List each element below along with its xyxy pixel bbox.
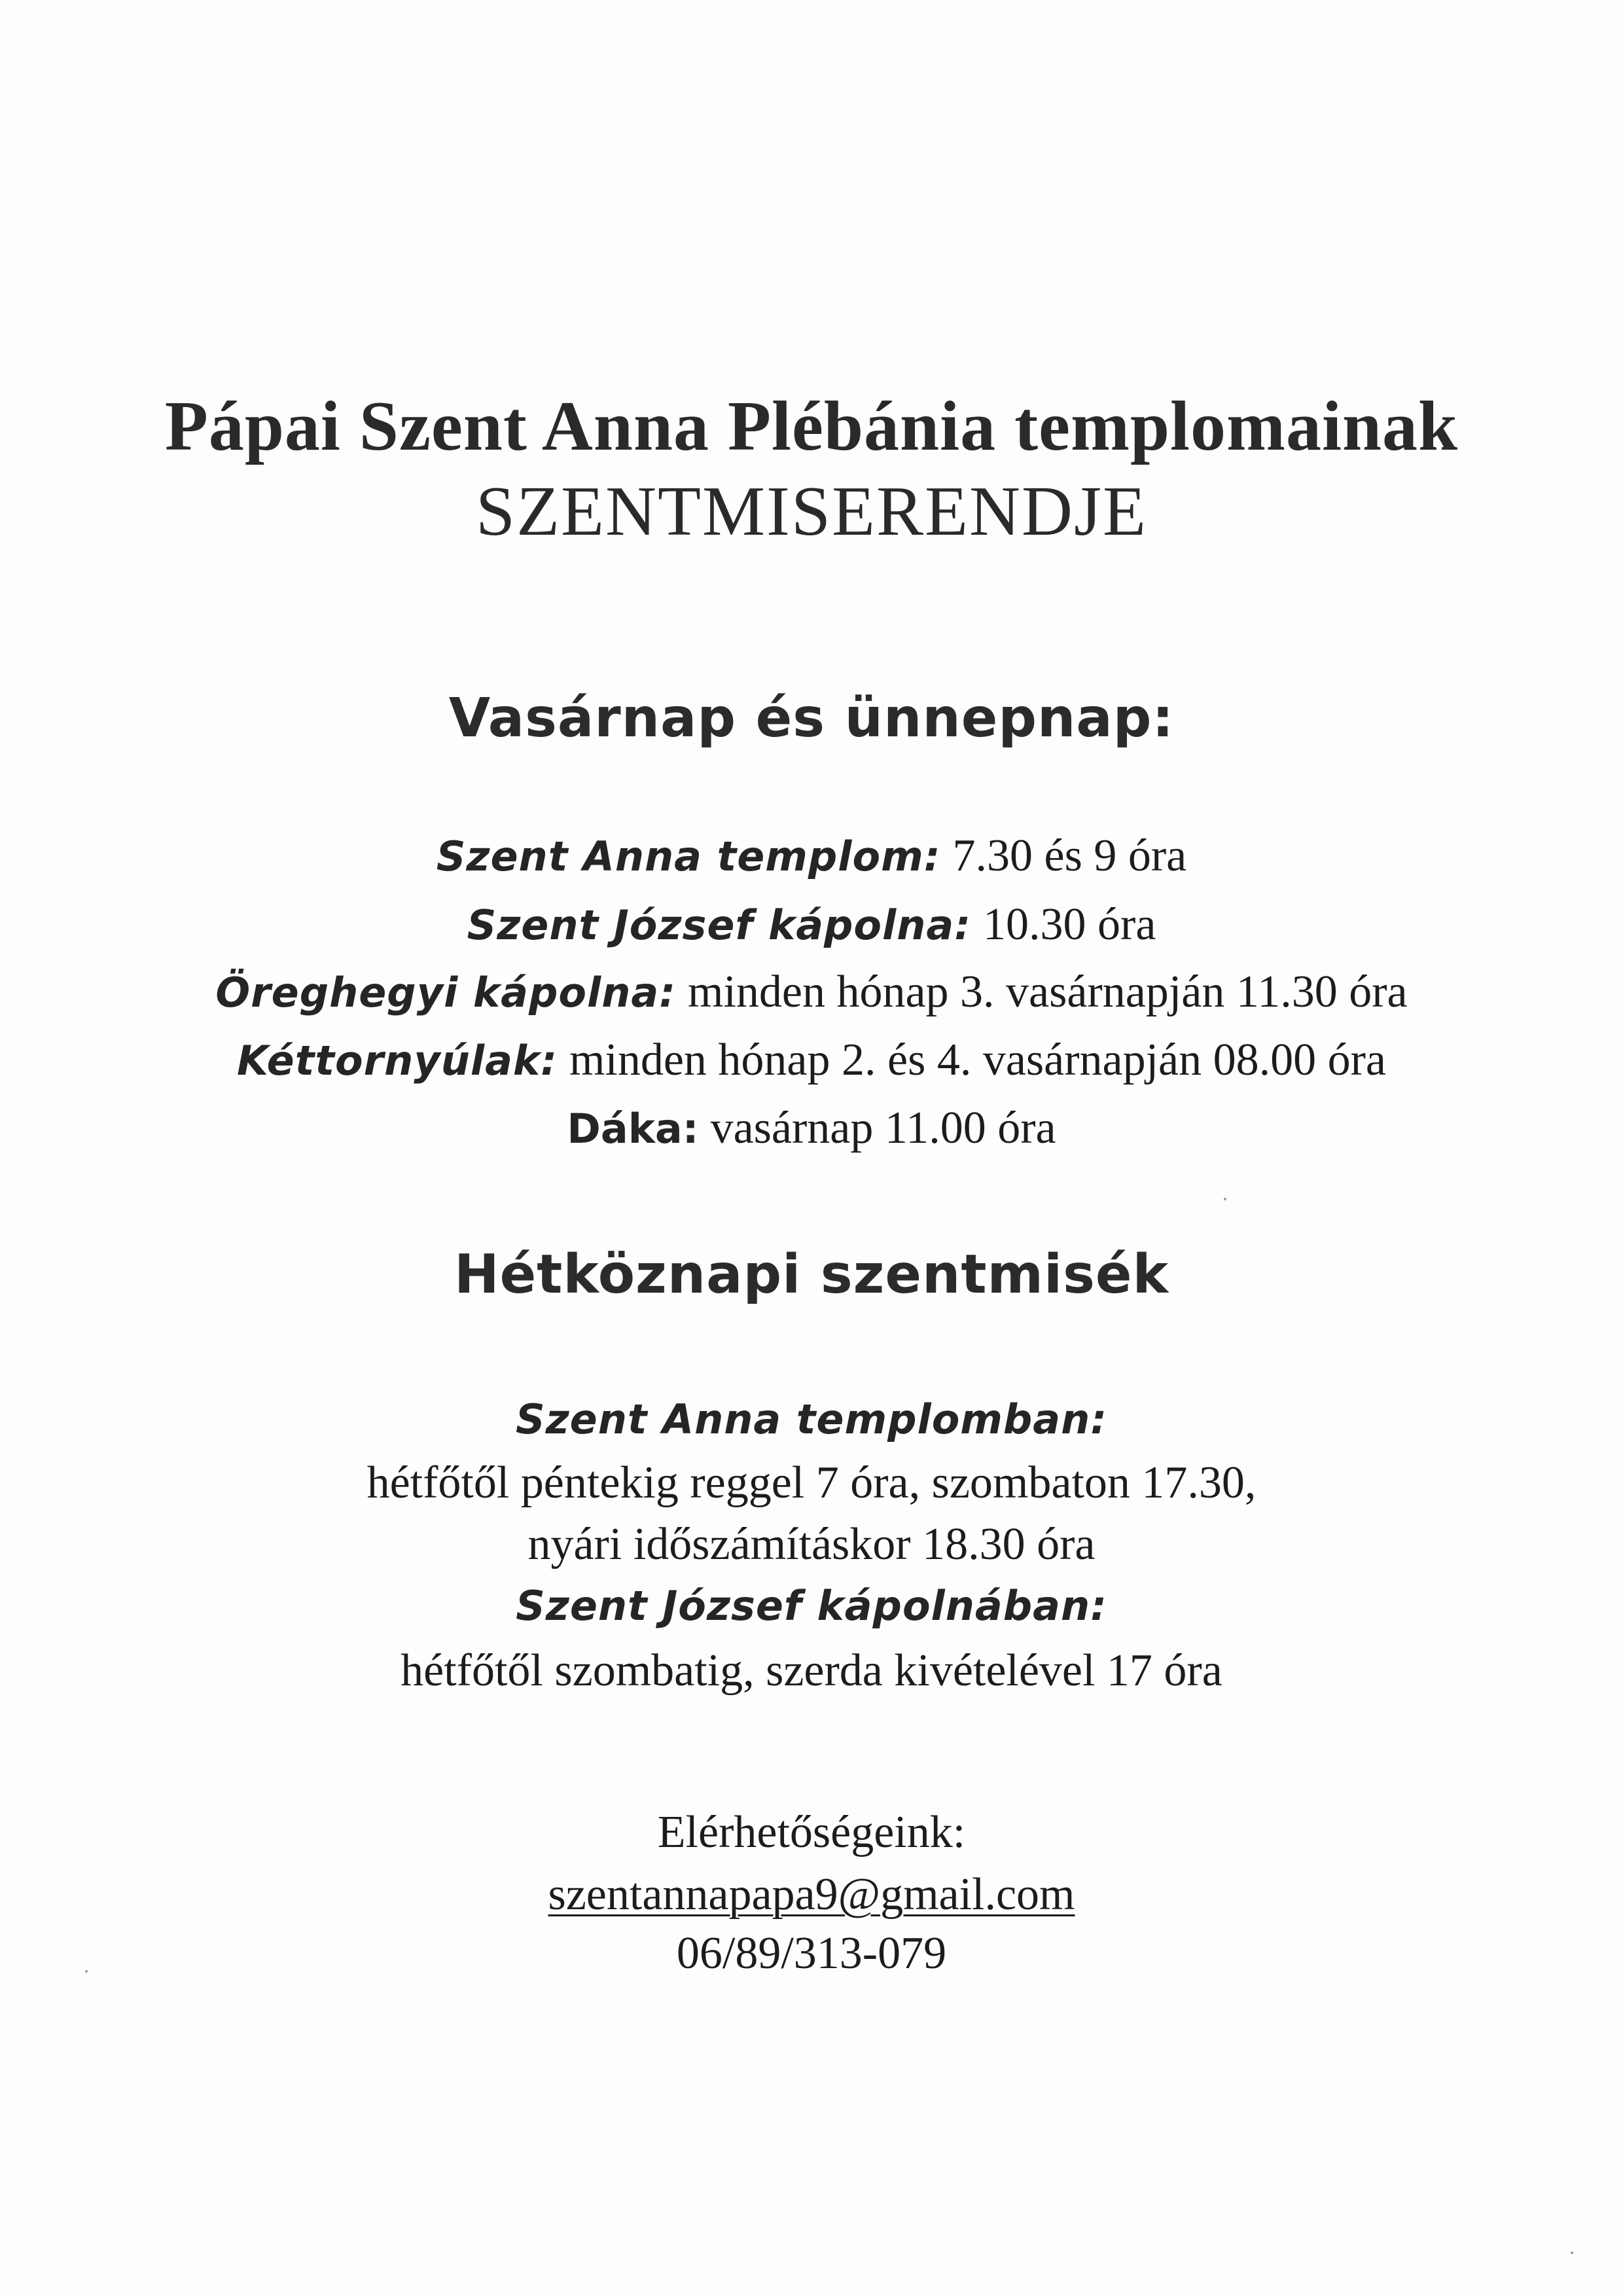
weekday-anna-summer-times bbox=[0, 1520, 1623, 1568]
mass-times: 10.30 óra bbox=[983, 899, 1156, 950]
scan-speck bbox=[1571, 2251, 1573, 2254]
church-name: Szent József kápolnában: bbox=[516, 1582, 1107, 1630]
mass-times: nyári időszámításkor 18.30 óra bbox=[527, 1519, 1096, 1570]
page-title: Pápai Szent Anna Plébánia templomainak bbox=[164, 387, 1459, 465]
sunday-heading: Vasárnap és ünnepnap: bbox=[448, 687, 1175, 749]
weekday-anna-times bbox=[0, 1458, 1623, 1506]
church-name: Öreghegyi kápolna: bbox=[215, 969, 676, 1016]
mass-times: 7.30 és 9 óra bbox=[952, 831, 1187, 881]
schedule-row-szent-anna bbox=[0, 831, 1623, 879]
weekday-heading: Hétköznapi szentmisék bbox=[454, 1244, 1169, 1306]
church-name: Szent József kápolna: bbox=[467, 901, 972, 949]
weekday-anna-label bbox=[0, 1394, 1623, 1441]
mass-times: hétfőtől péntekig reggel 7 óra, szombaton 17.30, bbox=[366, 1458, 1257, 1508]
schedule-row-oreghegyi bbox=[0, 967, 1623, 1015]
mass-times: vasárnap 11.00 óra bbox=[710, 1103, 1056, 1153]
scan-speck bbox=[85, 1970, 88, 1973]
church-name: Szent Anna templom: bbox=[436, 833, 941, 880]
schedule-row-szent-jozsef bbox=[0, 900, 1623, 948]
mass-times: minden hónap 3. vasárnapján 11.30 óra bbox=[688, 967, 1408, 1017]
contact-email-row bbox=[0, 1869, 1623, 1921]
church-name: Szent Anna templomban: bbox=[515, 1395, 1108, 1443]
church-name: Kéttornyúlak: bbox=[237, 1037, 558, 1085]
mass-times: minden hónap 2. és 4. vasárnapján 08.00 óra bbox=[569, 1035, 1386, 1085]
schedule-row-daka bbox=[0, 1103, 1623, 1151]
contact-label: Elérhetőségeink: bbox=[657, 1807, 966, 1857]
weekday-jozsef-label bbox=[0, 1581, 1623, 1628]
contact-email[interactable]: szentannapapa9@gmail.com bbox=[548, 1869, 1075, 1920]
church-name: Dáka: bbox=[567, 1105, 699, 1153]
schedule-row-kettornyulak bbox=[0, 1035, 1623, 1083]
scan-speck bbox=[1224, 1198, 1226, 1200]
contact-phone: 06/89/313-079 bbox=[676, 1928, 947, 1979]
mass-times: hétfőtől szombatig, szerda kivételével 17 óra bbox=[401, 1645, 1222, 1696]
page-subtitle: SZENTMISERENDJE bbox=[476, 473, 1147, 550]
weekday-jozsef-times bbox=[0, 1646, 1623, 1694]
